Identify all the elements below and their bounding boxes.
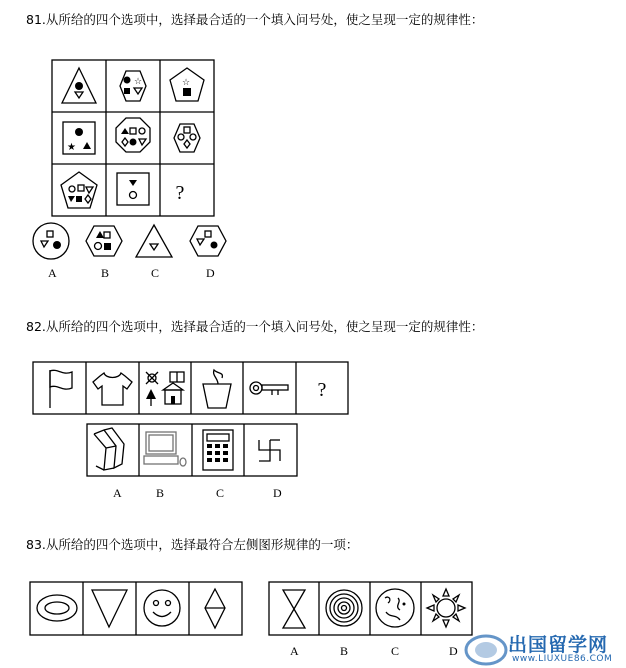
q82-option-d-label[interactable]: D — [273, 486, 282, 500]
q81-r1c1-triangle-icon — [62, 68, 96, 103]
hourglass-icon[interactable] — [283, 590, 305, 628]
q82-option-c-label[interactable]: C — [216, 486, 225, 500]
q81-r1c2-hexagon-icon — [120, 71, 146, 101]
q81-option-d-label[interactable]: D — [206, 266, 215, 280]
q83-option-b-label[interactable]: B — [340, 644, 349, 658]
q81-r1c3-pentagon-icon — [170, 68, 204, 101]
q81-grid — [52, 60, 214, 216]
question-83-title: 83.从所给的四个选项中，选择最符合左侧图形规律的一项： — [26, 537, 359, 552]
q83-option-d-label[interactable]: D — [449, 644, 458, 658]
watermark-url: www.LIUXUE86.COM — [512, 654, 613, 664]
q81-option-c-label[interactable]: C — [151, 266, 160, 280]
pot-icon — [203, 370, 231, 408]
q81-option-b-label[interactable]: B — [101, 266, 110, 280]
q81-r2c2-octagon-icon — [116, 118, 150, 152]
q81-r3c2-square-icon — [117, 173, 149, 205]
q82-option-b-label[interactable]: B — [156, 486, 165, 500]
bent-prism-icon[interactable] — [94, 428, 124, 470]
watermark-globe-icon — [464, 628, 508, 668]
q81-question-mark: ? — [175, 182, 185, 204]
question-82-title: 82.从所给的四个选项中，选择最合适的一个填入问号处，使之呈现一定的规律性： — [26, 319, 484, 334]
q82-option-a-label[interactable]: A — [113, 486, 122, 500]
question-81-title: 81.从所给的四个选项中，选择最合适的一个填入问号处，使之呈现一定的规律性： — [26, 12, 484, 27]
tshirt-icon — [93, 373, 132, 405]
svg-text:☆: ☆ — [182, 78, 191, 88]
diamond-icon — [205, 589, 225, 628]
q82-options-row — [87, 424, 297, 476]
ellipse-icon — [37, 595, 77, 621]
q81-option-a-label[interactable]: A — [48, 266, 57, 280]
q81-r3c1-pentagon-icon — [61, 172, 97, 208]
key-icon — [250, 382, 288, 395]
q83-options-row — [269, 582, 472, 635]
q81-option-c-triangle-icon[interactable] — [136, 225, 172, 257]
q82-question-mark: ? — [317, 379, 327, 401]
watermark-name: 出国留学网 — [508, 634, 609, 656]
sun-icon[interactable] — [427, 589, 465, 627]
q82-sequence-row — [33, 362, 348, 414]
calculator-icon[interactable] — [203, 430, 233, 470]
q83-option-c-label[interactable]: C — [391, 644, 400, 658]
svg-text:★: ★ — [67, 142, 76, 153]
house-sun-tree-icon — [146, 372, 184, 406]
swastika-icon[interactable] — [259, 440, 280, 461]
q83-sequence-row — [30, 582, 242, 635]
q81-option-a-circle-icon[interactable] — [33, 223, 69, 259]
q81-option-d-hexagon-icon[interactable] — [190, 226, 226, 256]
smiley-icon — [144, 590, 180, 626]
flag-icon — [50, 370, 72, 408]
watermark — [464, 628, 626, 668]
q81-option-b-hexagon-icon[interactable] — [86, 226, 122, 256]
q81-r2c1-square-icon — [63, 122, 95, 154]
svg-text:☆: ☆ — [134, 77, 143, 87]
q83-option-a-label[interactable]: A — [290, 644, 299, 658]
q81-r2c3-hexagon-icon — [174, 124, 200, 152]
down-triangle-icon — [92, 590, 127, 627]
computer-icon[interactable] — [144, 432, 186, 466]
doodle-circle-icon[interactable] — [376, 589, 414, 627]
concentric-circles-icon[interactable] — [326, 590, 362, 626]
